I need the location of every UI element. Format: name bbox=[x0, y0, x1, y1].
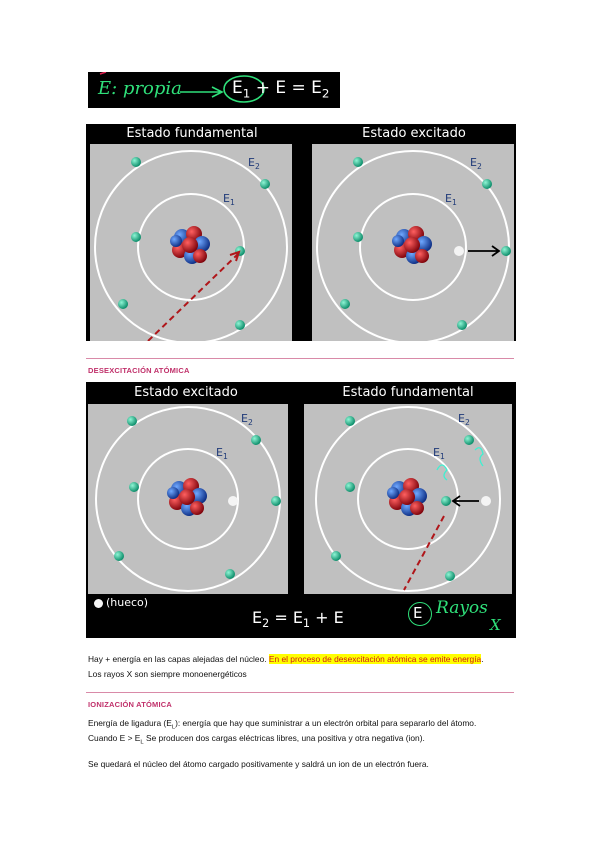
e2-sub: 2 bbox=[254, 162, 260, 172]
nucleus bbox=[167, 478, 207, 516]
eq-plus-e: + E bbox=[250, 78, 287, 98]
paragraph-cuando bbox=[88, 733, 425, 746]
handwritten-rayos: Rayos bbox=[436, 598, 488, 618]
panel-title-excitado: Estado excitado bbox=[134, 385, 238, 400]
handwritten-e-propia: E: propia bbox=[98, 78, 182, 99]
e1-text: E bbox=[433, 446, 440, 459]
atom-panel-ground bbox=[90, 144, 292, 341]
section-heading-desexcitacion: DESEXCITACIÓN ATÓMICA bbox=[88, 366, 190, 375]
hole-legend-label: (hueco) bbox=[106, 596, 149, 609]
para1-text: Hay + energía en las capas alejadas del núcleo. bbox=[88, 654, 269, 664]
e1-sub: 1 bbox=[451, 198, 457, 208]
label-e2 bbox=[248, 156, 260, 171]
atom-diagram-ground bbox=[90, 144, 292, 341]
atom-panel-excited bbox=[88, 404, 288, 594]
figure-deexcitation bbox=[86, 382, 516, 638]
equation-deexcitation bbox=[252, 608, 344, 630]
para1-highlight: En el proceso de desexcitación atómica se emite energía bbox=[268, 654, 482, 664]
paragraph-energia-ligadura bbox=[88, 718, 476, 731]
label-e2 bbox=[241, 412, 253, 427]
para4-text: Cuando E > E bbox=[88, 733, 141, 743]
eq-plus-e: + E bbox=[310, 608, 344, 627]
e1-sub: 1 bbox=[222, 452, 228, 462]
eq-e2-sub: 2 bbox=[262, 617, 270, 631]
section-heading-ionizacion: IONIZACIÓN ATÓMICA bbox=[88, 700, 173, 709]
atom-panel-excited bbox=[312, 144, 514, 341]
equation-top bbox=[232, 78, 330, 100]
panel-title-fundamental: Estado fundamental bbox=[342, 385, 474, 400]
section-rule bbox=[86, 358, 514, 359]
e2-text: E bbox=[458, 412, 465, 425]
atom-diagram-ground bbox=[304, 404, 512, 594]
label-e1 bbox=[216, 446, 228, 461]
para1-end: . bbox=[481, 654, 484, 664]
handwritten-x: X bbox=[490, 616, 501, 634]
label-e2 bbox=[458, 412, 470, 427]
e1-text: E bbox=[216, 446, 223, 459]
nucleus bbox=[170, 226, 210, 264]
nucleus bbox=[392, 226, 432, 264]
atom-panel-ground bbox=[304, 404, 512, 594]
e1-sub: 1 bbox=[439, 452, 445, 462]
para4-rest: Se producen dos cargas eléctricas libres, una positiva y otra negativa (ion). bbox=[143, 733, 425, 743]
eq-e2-sub: 2 bbox=[321, 86, 330, 101]
para3-rest: ): energía que hay que suministrar a un electrón orbital para separarlo del átomo. bbox=[175, 718, 477, 728]
e1-sub: 1 bbox=[229, 198, 235, 208]
para3-sub: L bbox=[171, 724, 176, 731]
eq-equals-e2: = E bbox=[291, 78, 322, 98]
section-rule bbox=[86, 692, 514, 693]
figure-excitation bbox=[86, 124, 516, 341]
atom-diagram-excited bbox=[312, 144, 514, 341]
atom-diagram-excited bbox=[88, 404, 288, 594]
eq-e1-sub: 1 bbox=[302, 617, 311, 631]
label-e2 bbox=[470, 156, 482, 171]
label-e1 bbox=[433, 446, 445, 461]
panel-title-excitado: Estado excitado bbox=[362, 126, 466, 141]
para3-text: Energía de ligadura (E bbox=[88, 718, 172, 728]
label-e1 bbox=[223, 192, 235, 207]
panel-title-fundamental: Estado fundamental bbox=[126, 126, 258, 141]
e1-text: E bbox=[445, 192, 452, 205]
emitted-energy-label: E bbox=[413, 604, 423, 622]
paragraph-energy bbox=[88, 654, 484, 664]
label-e1 bbox=[445, 192, 457, 207]
nucleus bbox=[387, 478, 427, 516]
eq-e2: E bbox=[252, 608, 263, 627]
paragraph-nucleo: Se quedará el núcleo del átomo cargado positivamente y saldrá un ion de un electrón fuera. bbox=[88, 759, 429, 769]
eq-e1: E bbox=[232, 78, 243, 98]
paragraph-rayos-x: Los rayos X son siempre monoenergéticos bbox=[88, 669, 247, 679]
e1-text: E bbox=[223, 192, 230, 205]
e2-text: E bbox=[248, 156, 255, 169]
e2-sub: 2 bbox=[247, 418, 253, 428]
hole-legend-dot bbox=[94, 599, 103, 608]
e2-sub: 2 bbox=[464, 418, 470, 428]
e2-text: E bbox=[241, 412, 248, 425]
top-equation-strip bbox=[88, 72, 340, 108]
para4-sub: L bbox=[140, 739, 144, 746]
e2-text: E bbox=[470, 156, 477, 169]
e2-sub: 2 bbox=[476, 162, 482, 172]
eq-equals-e: = E bbox=[269, 608, 303, 627]
eq-e1-sub: 1 bbox=[242, 86, 251, 101]
